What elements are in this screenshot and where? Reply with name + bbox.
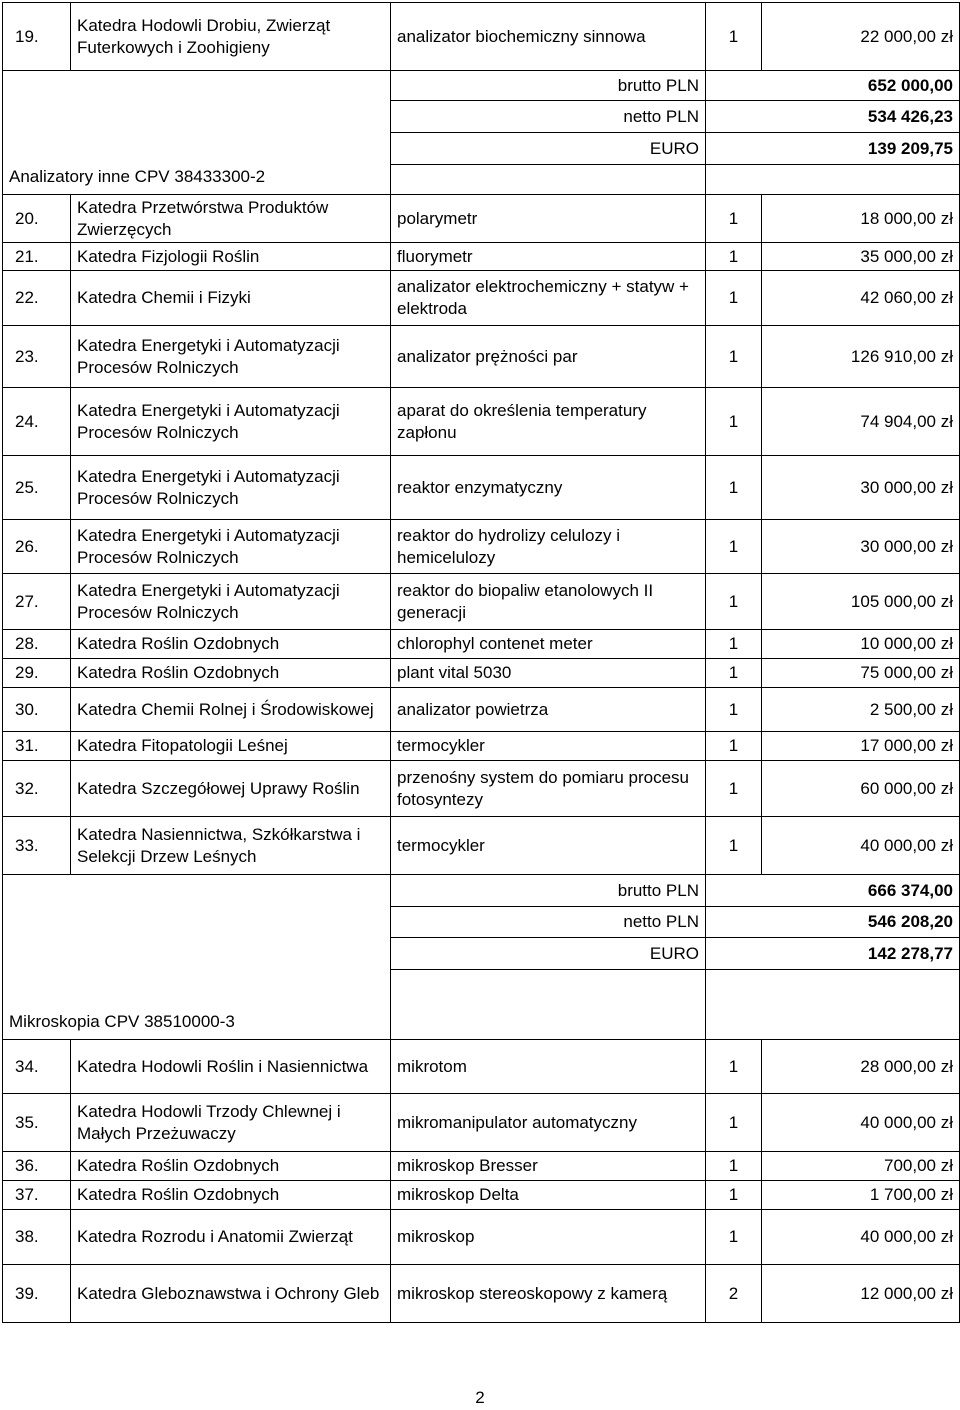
price-value: 18 000,00 zł <box>762 195 960 243</box>
summary-brutto-label: brutto PLN <box>391 71 706 101</box>
quantity: 1 <box>706 1094 762 1152</box>
department-name: Katedra Przetwórstwa Produktów Zwierzęcych <box>71 195 391 243</box>
row-number: 21. <box>3 243 71 271</box>
row-number: 20. <box>3 195 71 243</box>
quantity: 1 <box>706 326 762 388</box>
price-value: 10 000,00 zł <box>762 630 960 659</box>
equipment-table <box>2 2 960 1323</box>
table-row <box>3 520 960 574</box>
row-number: 23. <box>3 326 71 388</box>
table-row <box>3 732 960 761</box>
product-name: mikroskop Bresser <box>391 1152 706 1181</box>
quantity: 2 <box>706 1265 762 1323</box>
price-value: 1 700,00 zł <box>762 1181 960 1210</box>
product-name: mikroskop stereoskopowy z kamerą <box>391 1265 706 1323</box>
table-row <box>3 761 960 817</box>
document-page <box>2 2 960 1323</box>
quantity: 1 <box>706 271 762 326</box>
row-number: 31. <box>3 732 71 761</box>
quantity: 1 <box>706 1210 762 1265</box>
product-name: plant vital 5030 <box>391 659 706 688</box>
department-name: Katedra Roślin Ozdobnych <box>71 1152 391 1181</box>
row-number: 25. <box>3 456 71 520</box>
row-number: 36. <box>3 1152 71 1181</box>
table-row <box>3 326 960 388</box>
department-name: Katedra Hodowli Roślin i Nasiennictwa <box>71 1040 391 1094</box>
price-value: 126 910,00 zł <box>762 326 960 388</box>
quantity: 1 <box>706 3 762 71</box>
quantity: 1 <box>706 388 762 456</box>
department-name: Katedra Szczegółowej Uprawy Roślin <box>71 761 391 817</box>
department-name: Katedra Roślin Ozdobnych <box>71 630 391 659</box>
row-number: 29. <box>3 659 71 688</box>
price-value: 22 000,00 zł <box>762 3 960 71</box>
row-number: 28. <box>3 630 71 659</box>
quantity: 1 <box>706 659 762 688</box>
table-row <box>3 659 960 688</box>
price-value: 75 000,00 zł <box>762 659 960 688</box>
product-name: reaktor do biopaliw etanolowych II generacji <box>391 574 706 630</box>
product-name: chlorophyl contenet meter <box>391 630 706 659</box>
quantity: 1 <box>706 456 762 520</box>
product-name: termocykler <box>391 817 706 875</box>
product-name: polarymetr <box>391 195 706 243</box>
quantity: 1 <box>706 520 762 574</box>
row-number: 39. <box>3 1265 71 1323</box>
table-row <box>3 574 960 630</box>
price-value: 40 000,00 zł <box>762 817 960 875</box>
product-name: reaktor enzymatyczny <box>391 456 706 520</box>
department-name: Katedra Gleboznawstwa i Ochrony Gleb <box>71 1265 391 1323</box>
summary-euro-label: EURO <box>391 133 706 165</box>
table-row <box>3 195 960 243</box>
department-name: Katedra Energetyki i Automatyzacji Procesów Rolniczych <box>71 520 391 574</box>
product-name: analizator powietrza <box>391 688 706 732</box>
quantity: 1 <box>706 243 762 271</box>
row-number: 19. <box>3 3 71 71</box>
department-name: Katedra Nasiennictwa, Szkółkarstwa i Selekcji Drzew Leśnych <box>71 817 391 875</box>
product-name: mikromanipulator automatyczny <box>391 1094 706 1152</box>
row-number: 34. <box>3 1040 71 1094</box>
section-heading: Analizatory inne CPV 38433300-2 <box>3 71 391 195</box>
table-row <box>3 3 960 71</box>
price-value: 40 000,00 zł <box>762 1094 960 1152</box>
price-value: 74 904,00 zł <box>762 388 960 456</box>
row-number: 35. <box>3 1094 71 1152</box>
row-number: 30. <box>3 688 71 732</box>
summary-netto-label: netto PLN <box>391 101 706 133</box>
product-name: mikroskop <box>391 1210 706 1265</box>
table-row <box>3 630 960 659</box>
price-value: 28 000,00 zł <box>762 1040 960 1094</box>
table-row <box>3 1210 960 1265</box>
summary-netto-value: 534 426,23 <box>706 101 960 133</box>
quantity: 1 <box>706 688 762 732</box>
department-name: Katedra Hodowli Trzody Chlewnej i Małych Przeżuwaczy <box>71 1094 391 1152</box>
table-row <box>3 1152 960 1181</box>
quantity: 1 <box>706 761 762 817</box>
price-value: 30 000,00 zł <box>762 520 960 574</box>
price-value: 105 000,00 zł <box>762 574 960 630</box>
summary-netto-label: netto PLN <box>391 907 706 938</box>
department-name: Katedra Energetyki i Automatyzacji Procesów Rolniczych <box>71 456 391 520</box>
price-value: 40 000,00 zł <box>762 1210 960 1265</box>
department-name: Katedra Hodowli Drobiu, Zwierząt Futerkowych i Zoohigieny <box>71 3 391 71</box>
department-name: Katedra Energetyki i Automatyzacji Procesów Rolniczych <box>71 326 391 388</box>
summary-brutto-row <box>3 71 960 101</box>
row-number: 32. <box>3 761 71 817</box>
quantity: 1 <box>706 195 762 243</box>
table-row <box>3 1040 960 1094</box>
department-name: Katedra Energetyki i Automatyzacji Procesów Rolniczych <box>71 388 391 456</box>
price-value: 60 000,00 zł <box>762 761 960 817</box>
row-number: 22. <box>3 271 71 326</box>
quantity: 1 <box>706 817 762 875</box>
price-value: 17 000,00 zł <box>762 732 960 761</box>
summary-brutto-value: 666 374,00 <box>706 875 960 907</box>
department-name: Katedra Fitopatologii Leśnej <box>71 732 391 761</box>
table-row <box>3 1094 960 1152</box>
row-number: 37. <box>3 1181 71 1210</box>
product-name: aparat do określenia temperatury zapłonu <box>391 388 706 456</box>
product-name: mikroskop Delta <box>391 1181 706 1210</box>
department-name: Katedra Roślin Ozdobnych <box>71 1181 391 1210</box>
department-name: Katedra Chemii Rolnej i Środowiskowej <box>71 688 391 732</box>
summary-brutto-row <box>3 875 960 907</box>
product-name: przenośny system do pomiaru procesu fotosyntezy <box>391 761 706 817</box>
price-value: 42 060,00 zł <box>762 271 960 326</box>
summary-brutto-label: brutto PLN <box>391 875 706 907</box>
quantity: 1 <box>706 630 762 659</box>
row-number: 33. <box>3 817 71 875</box>
row-number: 38. <box>3 1210 71 1265</box>
table-row <box>3 243 960 271</box>
table-row <box>3 456 960 520</box>
department-name: Katedra Chemii i Fizyki <box>71 271 391 326</box>
department-name: Katedra Energetyki i Automatyzacji Procesów Rolniczych <box>71 574 391 630</box>
price-value: 12 000,00 zł <box>762 1265 960 1323</box>
summary-euro-value: 142 278,77 <box>706 938 960 970</box>
department-name: Katedra Rozrodu i Anatomii Zwierząt <box>71 1210 391 1265</box>
product-name: termocykler <box>391 732 706 761</box>
department-name: Katedra Fizjologii Roślin <box>71 243 391 271</box>
page-number: 2 <box>475 1388 485 1407</box>
quantity: 1 <box>706 732 762 761</box>
table-row <box>3 688 960 732</box>
quantity: 1 <box>706 1181 762 1210</box>
table-row <box>3 388 960 456</box>
summary-euro-label: EURO <box>391 938 706 970</box>
row-number: 24. <box>3 388 71 456</box>
price-value: 30 000,00 zł <box>762 456 960 520</box>
price-value: 2 500,00 zł <box>762 688 960 732</box>
row-number: 26. <box>3 520 71 574</box>
product-name: analizator prężności par <box>391 326 706 388</box>
product-name: analizator biochemiczny sinnowa <box>391 3 706 71</box>
product-name: analizator elektrochemiczny + statyw + elektroda <box>391 271 706 326</box>
summary-netto-value: 546 208,20 <box>706 907 960 938</box>
product-name: mikrotom <box>391 1040 706 1094</box>
row-number: 27. <box>3 574 71 630</box>
summary-euro-value: 139 209,75 <box>706 133 960 165</box>
quantity: 1 <box>706 574 762 630</box>
quantity: 1 <box>706 1152 762 1181</box>
price-value: 35 000,00 zł <box>762 243 960 271</box>
table-row <box>3 817 960 875</box>
table-row <box>3 271 960 326</box>
table-row <box>3 1265 960 1323</box>
summary-brutto-value: 652 000,00 <box>706 71 960 101</box>
product-name: reaktor do hydrolizy celulozy i hemicelulozy <box>391 520 706 574</box>
table-row <box>3 1181 960 1210</box>
product-name: fluorymetr <box>391 243 706 271</box>
quantity: 1 <box>706 1040 762 1094</box>
price-value: 700,00 zł <box>762 1152 960 1181</box>
department-name: Katedra Roślin Ozdobnych <box>71 659 391 688</box>
section-heading: Mikroskopia CPV 38510000-3 <box>3 875 391 1040</box>
